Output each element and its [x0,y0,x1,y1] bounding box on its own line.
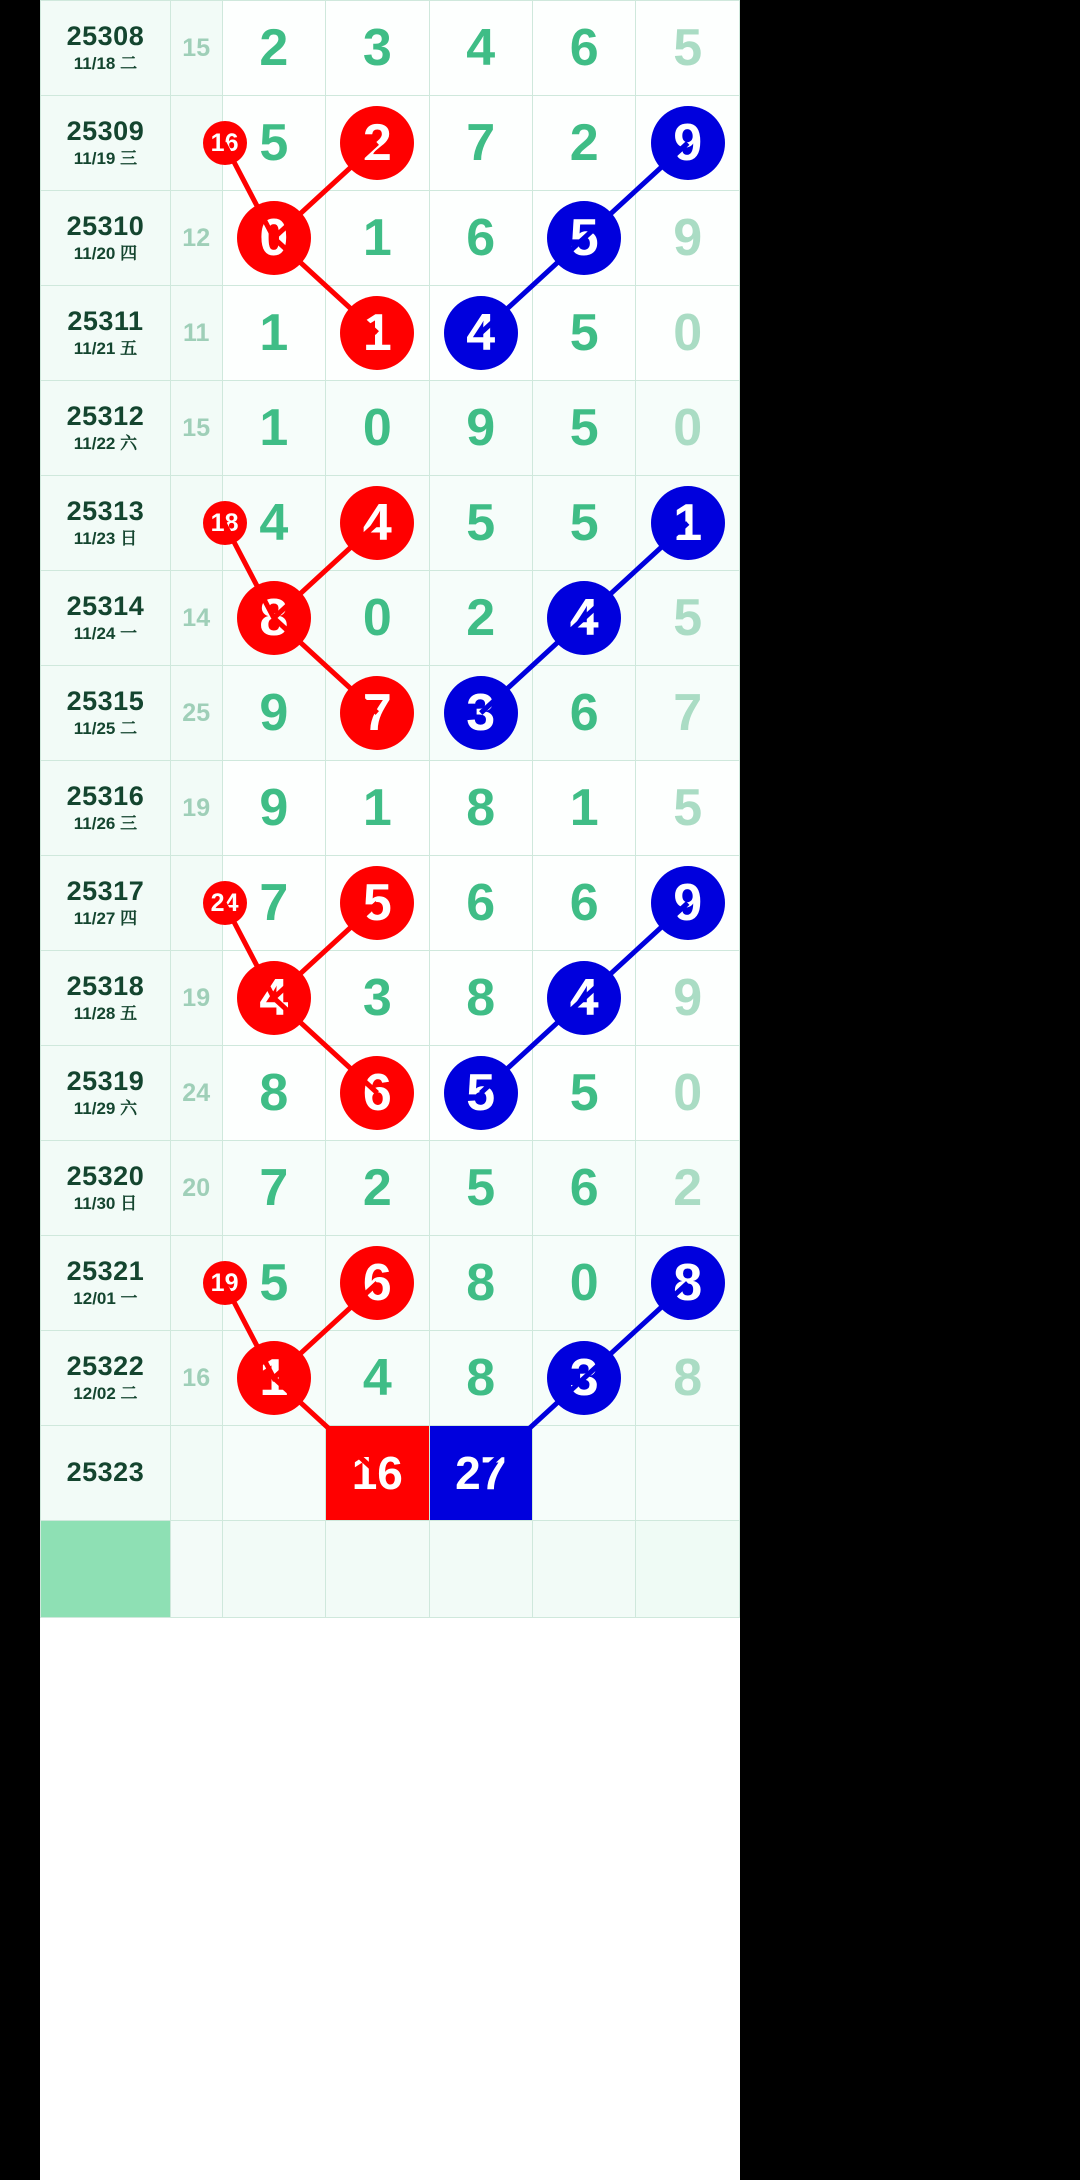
row-sum: 14 [170,571,222,666]
digit-cell [326,1236,429,1331]
digit-cell [210,96,325,191]
marker-ball-blue: 5 [547,201,621,275]
issue-number: 25312 [66,401,145,432]
digit-cell [326,666,429,761]
forecast-blue-box[interactable]: 27 [430,1426,532,1520]
issue-date: 11/21 五 [73,339,138,358]
row-issue-cell [41,951,171,1046]
digit-value: 4 [259,494,289,552]
table-row[interactable] [41,1236,740,1331]
issue-number: 25321 [66,1256,145,1287]
issue-number: 25311 [67,306,144,337]
table-row[interactable] [41,191,740,286]
digit-cell [532,191,635,286]
row-issue-cell [41,191,171,286]
lottery-trend-chart [40,0,740,2180]
table-row[interactable] [41,1331,740,1426]
marker-ball-blue: 3 [444,676,518,750]
marker-ball-blue: 5 [444,1056,518,1130]
digit-cell: 8 [429,1331,532,1426]
marker-ball-red: 6 [340,1056,414,1130]
digit-cell: 2 [636,1141,740,1236]
issue-number: 25308 [66,21,145,52]
issue-number: 25313 [66,496,145,527]
issue-number: 25318 [66,971,145,1002]
table-row[interactable] [41,1046,740,1141]
digit-value: 5 [259,1254,289,1312]
digit-cell: 8 [429,1236,532,1331]
issue-date: 11/18 二 [73,54,138,73]
issue-date: 11/23 日 [73,529,138,548]
digit-cell [636,96,740,191]
table-row[interactable] [41,761,740,856]
digit-cell: 6 [532,1,635,96]
digit-cell: 6 [532,666,635,761]
row-issue-cell [41,1426,171,1521]
table-row[interactable] [41,96,740,191]
digit-cell: 9 [429,381,532,476]
digit-cell [326,1046,429,1141]
marker-ball-red: 1 [237,1341,311,1415]
marker-ball-blue: 1 [651,486,725,560]
digit-cell: 0 [636,1046,740,1141]
table-row[interactable] [41,856,740,951]
digit-cell: 4 [326,1331,429,1426]
digit-cell [532,1521,635,1618]
issue-number: 25315 [66,686,145,717]
digit-cell: 8 [636,1331,740,1426]
digit-value: 7 [259,874,289,932]
digit-cell: 0 [532,1236,635,1331]
digit-cell: 9 [636,191,740,286]
row-issue-cell [41,1141,171,1236]
digit-cell: 6 [429,191,532,286]
marker-ball-red: 5 [340,866,414,940]
digit-cell: 0 [326,571,429,666]
issue-number: 25310 [66,211,145,242]
sum-badge: 19 [203,1261,247,1305]
digit-cell: 3 [326,1,429,96]
issue-number: 25320 [66,1161,145,1192]
digit-cell [222,191,325,286]
table-row[interactable] [41,951,740,1046]
row-issue-cell [41,1046,171,1141]
digit-cell [429,1046,532,1141]
marker-ball-red: 0 [237,201,311,275]
row-sum [170,1426,222,1521]
row-issue-cell [41,1521,171,1618]
marker-ball-red: 2 [340,106,414,180]
issue-date: 11/30 日 [73,1194,138,1213]
table-body [41,1,740,1618]
marker-ball-blue: 4 [444,296,518,370]
digit-cell [636,1521,740,1618]
table-row[interactable] [41,1,740,96]
digit-cell: 5 [429,1141,532,1236]
marker-ball-blue: 9 [651,866,725,940]
row-issue-cell [41,666,171,761]
digit-cell [636,1426,740,1521]
issue-date: 11/26 三 [73,814,138,833]
digit-cell [326,1521,429,1618]
issue-number: 25316 [66,781,145,812]
table-row[interactable] [41,1141,740,1236]
row-sum: 20 [170,1141,222,1236]
table-row[interactable] [41,381,740,476]
marker-ball-red: 8 [237,581,311,655]
digit-cell: 8 [429,951,532,1046]
sum-badge: 16 [203,121,247,165]
table-row-forecast[interactable] [41,1426,740,1521]
digit-cell: 7 [222,1141,325,1236]
digit-cell: 6 [532,856,635,951]
row-sum: 12 [170,191,222,286]
digit-cell [429,1521,532,1618]
digit-cell: 2 [222,1,325,96]
row-issue-cell [41,381,171,476]
issue-date: 11/29 六 [73,1099,138,1118]
digit-cell: 9 [222,666,325,761]
marker-ball-red: 4 [340,486,414,560]
digit-cell: 0 [326,381,429,476]
digit-cell [326,286,429,381]
marker-ball-red: 7 [340,676,414,750]
marker-ball-blue: 4 [547,961,621,1035]
digit-cell: 9 [222,761,325,856]
marker-ball-blue: 9 [651,106,725,180]
digit-cell [222,1521,325,1618]
marker-ball-red: 4 [237,961,311,1035]
digit-cell [222,951,325,1046]
digit-cell: 2 [429,571,532,666]
digit-cell: 7 [429,96,532,191]
digit-cell: 5 [532,476,635,571]
issue-date: 11/19 三 [73,149,138,168]
issue-number: 25314 [66,591,145,622]
issue-number: 25322 [66,1351,145,1382]
digit-cell: 7 [636,666,740,761]
digit-cell [326,476,429,571]
row-sum: 19 [170,951,222,1046]
forecast-red-box[interactable]: 16 [326,1426,428,1520]
digit-cell [532,1331,635,1426]
digit-cell [429,1426,532,1521]
row-issue-cell [41,1236,171,1331]
row-issue-cell [41,856,171,951]
digit-cell [222,1331,325,1426]
digit-cell: 5 [429,476,532,571]
digit-cell: 3 [326,951,429,1046]
issue-date: 11/20 四 [73,244,138,263]
issue-date: 11/27 四 [73,909,138,928]
row-sum: 19 [170,761,222,856]
digit-cell: 0 [636,381,740,476]
digit-cell [326,1426,429,1521]
digit-cell: 2 [532,96,635,191]
issue-number: 25319 [66,1066,145,1097]
issue-number: 25317 [66,876,145,907]
issue-date: 12/01 一 [73,1289,138,1308]
issue-number: 25309 [66,116,145,147]
marker-ball-blue: 4 [547,581,621,655]
row-sum: 15 [170,1,222,96]
marker-ball-blue: 8 [651,1246,725,1320]
row-sum: 16 [170,1331,222,1426]
lottery-table [40,0,740,1618]
digit-cell: 5 [636,571,740,666]
digit-cell: 6 [532,1141,635,1236]
digit-cell: 5 [532,1046,635,1141]
issue-date: 11/25 二 [73,719,138,738]
issue-date: 11/28 五 [73,1004,138,1023]
row-issue-cell [41,286,171,381]
row-sum [170,1521,222,1618]
digit-cell [429,666,532,761]
row-sum: 25 [170,666,222,761]
issue-date: 11/22 六 [73,434,138,453]
digit-cell [210,476,325,571]
digit-cell [532,1426,635,1521]
row-issue-cell [41,761,171,856]
digit-cell: 1 [326,191,429,286]
digit-cell: 5 [636,761,740,856]
digit-cell [532,951,635,1046]
digit-value: 5 [259,114,289,172]
digit-cell [210,856,325,951]
digit-cell: 1 [532,761,635,856]
digit-cell: 0 [636,286,740,381]
marker-ball-red: 1 [340,296,414,370]
digit-cell: 1 [222,286,325,381]
marker-ball-blue: 3 [547,1341,621,1415]
row-issue-cell [41,476,171,571]
digit-cell [429,286,532,381]
issue-date: 11/24 一 [73,624,138,643]
row-issue-cell [41,96,171,191]
table-row-empty [41,1521,740,1618]
table-row[interactable] [41,286,740,381]
digit-cell [222,1426,325,1521]
digit-cell: 5 [532,381,635,476]
digit-cell: 1 [222,381,325,476]
digit-cell [636,1236,740,1331]
digit-cell: 1 [326,761,429,856]
marker-ball-red: 6 [340,1246,414,1320]
table-row[interactable] [41,666,740,761]
row-sum: 15 [170,381,222,476]
row-issue-cell [41,1,171,96]
digit-cell: 8 [429,761,532,856]
digit-cell: 8 [222,1046,325,1141]
digit-cell [636,856,740,951]
digit-cell [210,1236,325,1331]
sum-badge: 24 [203,881,247,925]
row-sum: 24 [170,1046,222,1141]
digit-cell [636,476,740,571]
digit-cell: 2 [326,1141,429,1236]
row-issue-cell [41,1331,171,1426]
digit-cell: 6 [429,856,532,951]
row-sum: 11 [170,286,222,381]
digit-cell [532,571,635,666]
digit-cell: 4 [429,1,532,96]
digit-cell: 9 [636,951,740,1046]
table-row[interactable] [41,571,740,666]
digit-cell [326,96,429,191]
issue-number: 25323 [66,1457,145,1488]
digit-cell [222,571,325,666]
row-issue-cell [41,571,171,666]
digit-cell [326,856,429,951]
table-row[interactable] [41,476,740,571]
digit-cell: 5 [636,1,740,96]
digit-cell: 5 [532,286,635,381]
issue-date: 12/02 二 [73,1384,138,1403]
sum-badge: 18 [203,501,247,545]
